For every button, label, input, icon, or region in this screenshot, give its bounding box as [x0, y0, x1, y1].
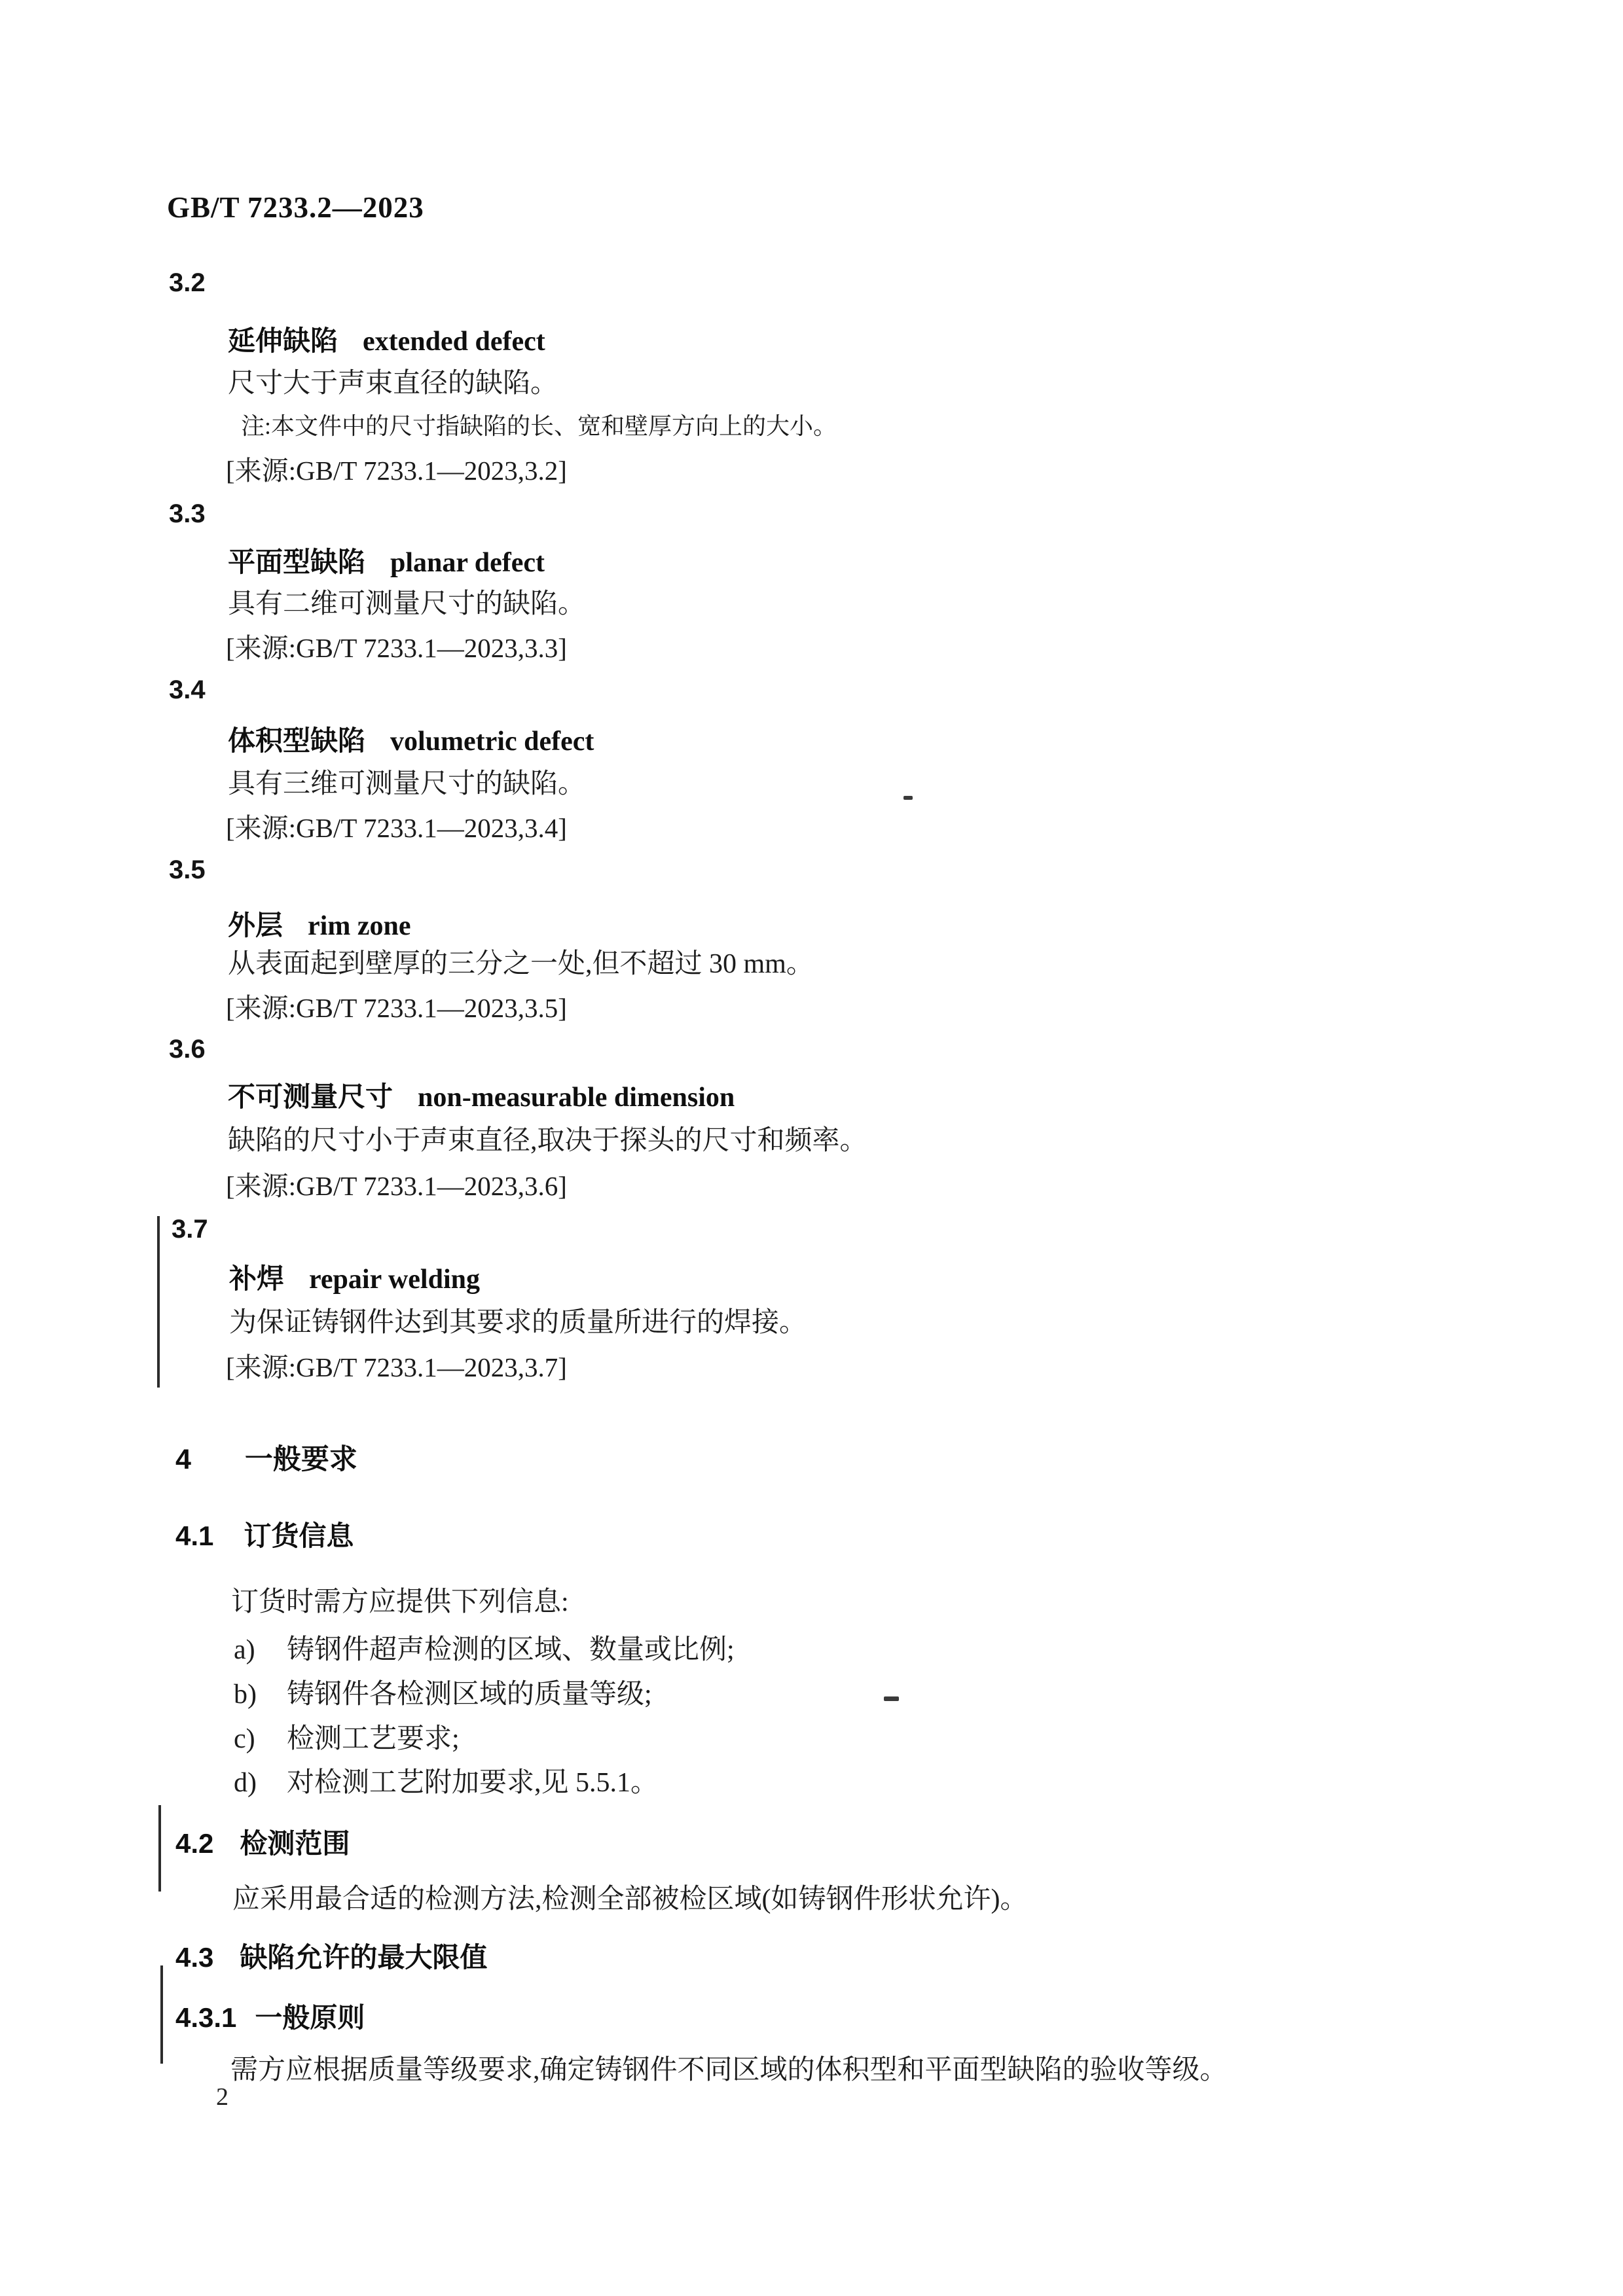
subsection-heading	[175, 1515, 354, 1554]
paragraph: 订货时需方应提供下列信息:	[231, 1587, 569, 1617]
list-text: 铸钢件各检测区域的质量等级;	[287, 1679, 652, 1710]
subsection-title: 缺陷允许的最大限值	[240, 1942, 488, 1973]
term-en: volumetric defect	[390, 726, 594, 757]
subsection-number: 4.3.1	[175, 2002, 237, 2033]
term-en: non-measurable dimension	[418, 1083, 735, 1113]
definition: 尺寸大于声束直径的缺陷。	[228, 368, 558, 399]
term-zh: 补焊	[229, 1263, 285, 1294]
source: [来源:GB/T 7233.1—2023,3.4]	[226, 813, 567, 843]
section-title: 一般要求	[244, 1444, 357, 1475]
term-en: planar defect	[390, 548, 545, 578]
list-item	[234, 1717, 460, 1756]
list-text: 铸钢件超声检测的区域、数量或比例;	[287, 1635, 735, 1665]
term-zh: 平面型缺陷	[228, 547, 366, 577]
subsection-title: 检测范围	[240, 1828, 350, 1859]
subsection-heading	[175, 1936, 487, 1975]
list-label: b)	[234, 1679, 257, 1710]
subsection-title: 一般原则	[255, 2002, 365, 2033]
term-line	[228, 319, 545, 359]
section-number: 4	[175, 1444, 191, 1475]
subsection-number: 4.3	[175, 1942, 214, 1973]
source: [来源:GB/T 7233.1—2023,3.6]	[226, 1171, 567, 1201]
clause-number: 3.6	[169, 1035, 206, 1064]
section-heading	[175, 1437, 357, 1477]
list-label: c)	[234, 1724, 255, 1754]
subsection-number: 4.1	[175, 1520, 214, 1551]
list-text: 对检测工艺附加要求,见 5.5.1。	[287, 1768, 659, 1798]
definition: 为保证铸钢件达到其要求的质量所进行的焊接。	[229, 1308, 807, 1338]
running-header: GB/T 7233.2—2023	[167, 191, 424, 224]
scan-artifact-dash	[903, 796, 913, 800]
source: [来源:GB/T 7233.1—2023,3.5]	[226, 993, 567, 1023]
list-item	[234, 1672, 652, 1712]
term-en: repair welding	[309, 1265, 480, 1295]
subsection-heading	[175, 1822, 350, 1861]
list-item	[234, 1628, 735, 1667]
term-zh: 延伸缺陷	[228, 325, 338, 356]
paragraph: 应采用最合适的检测方法,检测全部被检区域(如铸钢件形状允许)。	[232, 1884, 1028, 1914]
source: [来源:GB/T 7233.1—2023,3.3]	[226, 633, 567, 663]
clause-number: 3.7	[172, 1215, 208, 1244]
term-line	[228, 719, 594, 759]
definition: 从表面起到壁厚的三分之一处,但不超过 30 mm。	[228, 949, 814, 979]
clause-number: 3.4	[169, 675, 206, 704]
list-text: 检测工艺要求;	[287, 1724, 460, 1754]
term-en: rim zone	[308, 911, 411, 941]
term-zh: 不可测量尺寸	[228, 1081, 393, 1112]
subsection-heading	[175, 1996, 365, 2036]
definition: 具有二维可测量尺寸的缺陷。	[228, 589, 586, 619]
scan-artifact-dash	[884, 1696, 899, 1701]
note: 注:本文件中的尺寸指缺陷的长、宽和壁厚方向上的大小。	[241, 413, 837, 439]
paragraph: 需方应根据质量等级要求,确定铸钢件不同区域的体积型和平面型缺陷的验收等级。	[230, 2055, 1228, 2085]
page-number: 2	[216, 2083, 228, 2111]
source: [来源:GB/T 7233.1—2023,3.2]	[226, 456, 567, 486]
source: [来源:GB/T 7233.1—2023,3.7]	[226, 1352, 567, 1382]
term-line	[228, 541, 545, 580]
term-zh: 外层	[228, 910, 283, 941]
clause-number: 3.2	[169, 268, 206, 297]
term-line	[229, 1257, 480, 1297]
term-en: extended defect	[363, 327, 545, 357]
list-item	[234, 1761, 658, 1800]
definition: 缺陷的尺寸小于声束直径,取决于探头的尺寸和频率。	[228, 1126, 867, 1156]
term-zh: 体积型缺陷	[228, 725, 366, 756]
term-line	[228, 904, 410, 943]
list-label: d)	[234, 1768, 257, 1798]
change-bar	[157, 1216, 160, 1388]
clause-number: 3.3	[169, 499, 206, 528]
term-line	[228, 1075, 735, 1115]
subsection-title: 订货信息	[244, 1520, 354, 1551]
list-label: a)	[234, 1635, 255, 1665]
clause-number: 3.5	[169, 855, 206, 884]
change-bar	[160, 1965, 163, 2064]
definition: 具有三维可测量尺寸的缺陷。	[228, 769, 586, 799]
subsection-number: 4.2	[175, 1828, 214, 1859]
change-bar	[158, 1805, 161, 1892]
